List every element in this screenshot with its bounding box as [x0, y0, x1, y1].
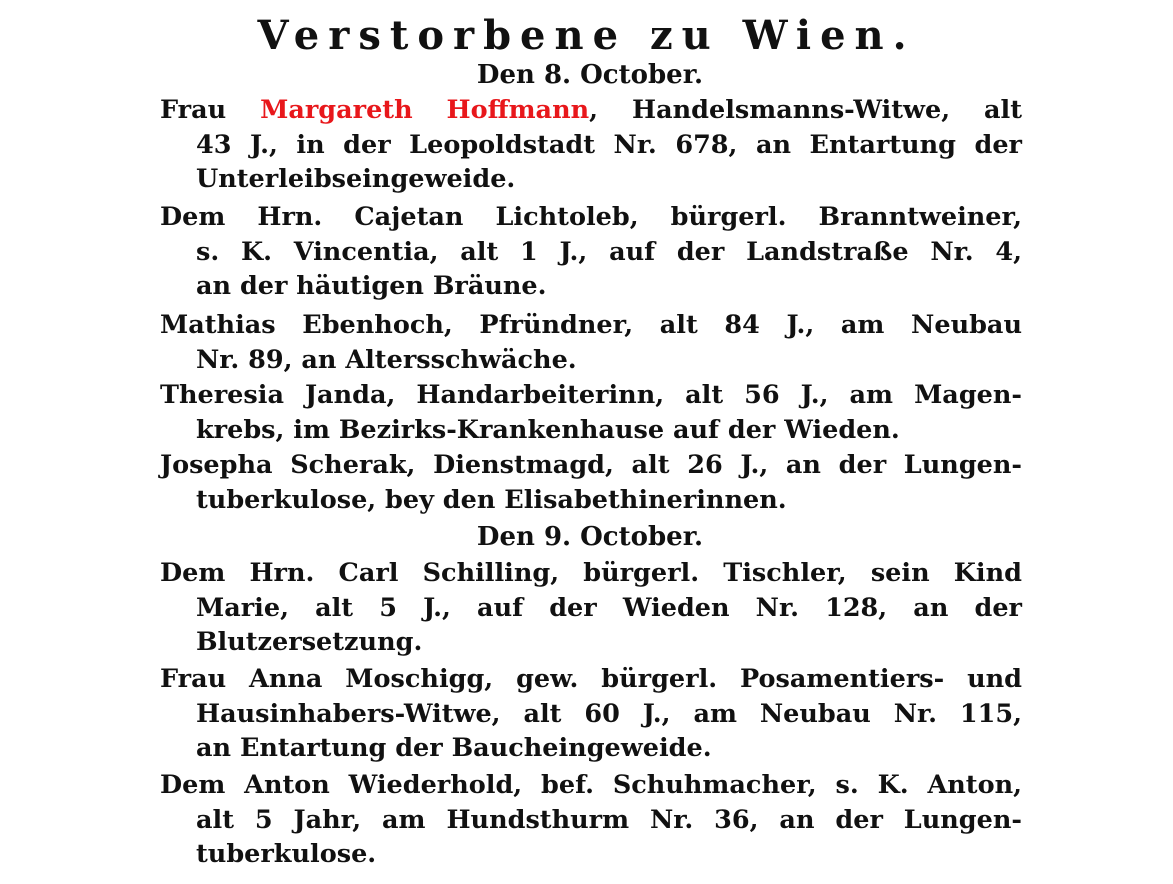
notice-line: s. K. Vincentia, alt 1 J., auf der Landstraße Nr. 4, — [196, 236, 1022, 267]
notice-line: Blutzersetzung. — [196, 627, 423, 657]
notice-line: Dem Hrn. Cajetan Lichtoleb, bürgerl. Branntweiner, — [160, 202, 1022, 232]
death-notice-8 — [160, 768, 1022, 872]
notice-line: Mathias Ebenhoch, Pfründner, alt 84 J., am Neubau — [160, 310, 1022, 340]
death-notice-2 — [160, 200, 1022, 304]
notice-line: 43 J., in der Leopoldstadt Nr. 678, an Entartung der — [196, 129, 1022, 160]
notice-line: krebs, im Bezirks-Krankenhause auf der Wieden. — [196, 414, 900, 445]
highlighted-name: Margareth Hoffmann — [260, 95, 590, 125]
notice-line: Frau Anna Moschigg, gew. bürgerl. Posamentiers- und — [160, 664, 1022, 694]
date-heading-oct-8: Den 8. October. — [476, 60, 704, 90]
notice-line: Marie, alt 5 J., auf der Wieden Nr. 128, an der — [196, 592, 1022, 623]
notice-line: an der häutigen Bräune. — [196, 271, 547, 301]
death-notice-7 — [160, 662, 1022, 766]
notice-line: Theresia Janda, Handarbeiterinn, alt 56 J., am Magen- — [160, 380, 1022, 410]
death-notice-6 — [160, 556, 1022, 660]
death-notice-3 — [160, 308, 1022, 377]
notice-line: tuberkulose, bey den Elisabethinerinnen. — [196, 484, 787, 515]
notice-line: Dem Hrn. Carl Schilling, bürgerl. Tischler, sein Kind — [160, 558, 1022, 588]
date-heading-oct-9: Den 9. October. — [476, 522, 704, 552]
notice-prefix: Frau — [160, 95, 261, 125]
notice-line: an Entartung der Baucheingeweide. — [196, 733, 712, 763]
notice-line: Hausinhabers-Witwe, alt 60 J., am Neubau Nr. 115, — [196, 698, 1022, 729]
notice-text: , Handelsmanns-Witwe, alt — [589, 95, 1023, 125]
notice-line: Josepha Scherak, Dienstmagd, alt 26 J., an der Lungen- — [160, 450, 1022, 480]
death-notice-1 — [160, 93, 1022, 197]
page-title: Verstorbene zu Wien. — [257, 12, 916, 59]
notice-line: tuberkulose. — [196, 839, 377, 869]
death-notice-4 — [160, 378, 1022, 447]
notice-line: Nr. 89, an Altersschwäche. — [196, 344, 577, 375]
death-notice-5 — [160, 448, 1022, 517]
notice-line — [160, 93, 1022, 128]
notice-line: alt 5 Jahr, am Hundsthurm Nr. 36, an der Lungen- — [196, 804, 1022, 835]
notice-line: Unterleibseingeweide. — [196, 164, 516, 194]
notice-line: Dem Anton Wiederhold, bef. Schuhmacher, s. K. Anton, — [160, 770, 1022, 800]
